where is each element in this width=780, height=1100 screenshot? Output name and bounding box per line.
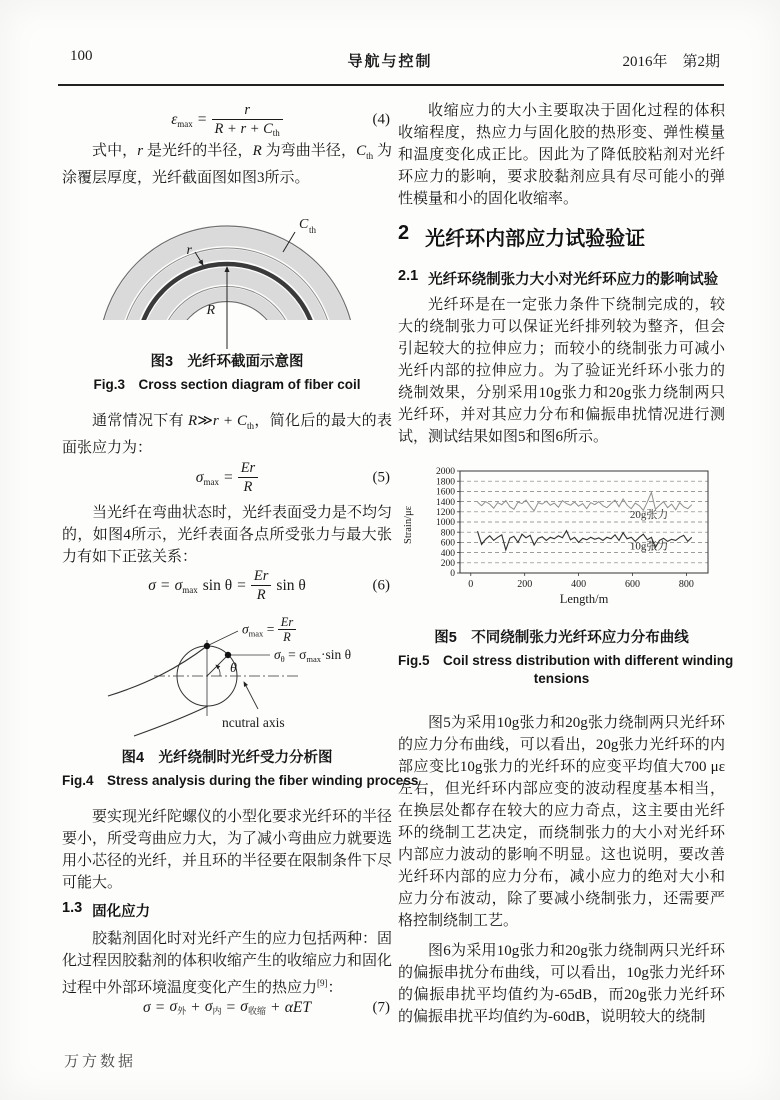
- chart-x-axis-label: Length/m: [559, 592, 609, 606]
- fig4-sigma-theta-formula: $\sigma_\theta = \sigma_{max}\cdot\sin$ θ: [274, 647, 352, 664]
- svg-text:20g张力: 20g张力: [629, 508, 669, 521]
- svg-text:1400: 1400: [436, 497, 455, 508]
- figure5-chart: [398, 463, 725, 623]
- page-number: 100: [70, 48, 93, 64]
- fig4-caption-en: Fig.4 Stress analysis during the fiber winding process: [62, 773, 419, 788]
- issue-label: 2016年 第2期: [622, 54, 720, 70]
- fig4-theta-label: θ: [230, 661, 237, 676]
- svg-text:10g张力: 10g张力: [629, 540, 669, 553]
- fig3-coating-thickness-label: C: [299, 217, 309, 232]
- svg-text:200: 200: [517, 579, 533, 590]
- svg-text:0: 0: [468, 579, 474, 590]
- equation-5: $\sigma_{max}$ = $\frac{Er}{R}$ (5): [195, 460, 390, 495]
- equation-6: σ = $\sigma_{max}$ sin θ = $\frac{Er}{R}$ sin θ (6): [148, 568, 390, 603]
- coil-stress-chart: [398, 463, 725, 623]
- section-heading-2: 2 光纤环内部应力试验验证: [398, 222, 646, 250]
- svg-text:1200: 1200: [436, 508, 455, 518]
- fig5-caption-en-line2: tensions: [533, 671, 590, 686]
- paragraph-eq4-explain: 式中，r 是光纤的半径，R 为弯曲半径，$C_{th}$ 为涂覆层厚度，光纤截面图如图3所示。: [62, 143, 392, 186]
- fiber-lower-curve: [134, 706, 208, 736]
- svg-text:1600: 1600: [436, 487, 455, 498]
- chart-y-axis-label: Strain/με: [403, 505, 414, 545]
- fig3-caption-zh: 图3 光纤环截面示意图: [150, 354, 304, 370]
- fig4-neutral-axis-label: ncutral axis: [222, 715, 285, 730]
- journal-title: 导航与控制: [347, 54, 433, 70]
- equation-4: $\varepsilon_{max}$ = $\frac{r}{R + r + C_{th}}$ (4): [171, 102, 390, 138]
- svg-text:400: 400: [440, 548, 455, 559]
- paragraph-simplified-stress: 通常情况下有 R≫r + $C_{th}$，简化后的最大的表面张应力为：: [62, 413, 392, 456]
- equation-7: σ = $\sigma_外$ + $\sigma_内$ = $\sigma_{收缩}$ + αET (7): [143, 998, 390, 1016]
- fig5-caption-zh: 图5 不同绕制张力光纤环应力分布曲线: [434, 630, 689, 646]
- fig3-caption-en: Fig.3 Cross section diagram of fiber coil: [93, 377, 361, 392]
- wanfang-data-watermark: 万方数据: [64, 1053, 137, 1070]
- fig3-bend-radius-label: R: [206, 303, 215, 318]
- svg-text:2000: 2000: [436, 467, 455, 478]
- figure4-stress-analysis-diagram: [62, 604, 392, 744]
- svg-text:0: 0: [450, 569, 455, 580]
- paragraph-fig6-analysis: 图6为采用10g张力和20g张力绕制两只光纤环的偏振串扰分布曲线，可以看出，10g张力光纤环的偏振串扰平均值约为-65dB，而20g张力光纤环的偏振串扰平均值约为-60dB，说明较大的绕制: [398, 943, 725, 1025]
- fig3-coating-thickness-sub: th: [309, 225, 317, 235]
- fig4-sigma-max-formula: $\sigma_{max}$ = $\frac{Er}{R}$: [242, 615, 296, 646]
- figure3-cross-section-diagram: [62, 202, 392, 352]
- fiber-upper-curve: [108, 646, 207, 696]
- section-heading-2-1: 2.1 光纤环绕制张力大小对光纤环应力的影响试验: [398, 268, 719, 288]
- svg-text:200: 200: [440, 559, 455, 569]
- paragraph-miniaturization: 要实现光纤陀螺仪的小型化要求光纤环的半径要小，所受弯曲应力大，为了减小弯曲应力就要选用小芯径的光纤，并且环的半径要在限制条件下尽可能大。: [62, 809, 393, 891]
- paragraph-shrinkage-stress: 收缩应力的大小主要取决于固化过程的体积收缩程度，热应力与固化胶的热形变、弹性模量和温度变化成正比。因此为了降低胶粘剂对光纤环应力的影响，要求胶黏剂应具有尽可能小的弹性模量和小的固化收缩率。: [398, 103, 725, 207]
- svg-text:800: 800: [678, 579, 694, 590]
- svg-text:1000: 1000: [436, 518, 455, 529]
- svg-text:400: 400: [571, 579, 587, 590]
- theta-stress-point: [225, 652, 231, 658]
- svg-text:800: 800: [440, 528, 455, 539]
- paragraph-curing-stress: 胶黏剂固化时对光纤产生的应力包括两种：固化过程因胶黏剂的体积收缩产生的收缩应力和固化过程中外部环境温度变化产生的热应力[9]：: [62, 931, 393, 996]
- max-stress-point: [204, 643, 210, 649]
- paragraph-bending-state: 当光纤在弯曲状态时，光纤表面受力是不均匀的，如图4所示，光纤表面各点所受张力与最大张力有如下正弦关系：: [62, 505, 393, 565]
- right-column: [398, 96, 734, 1086]
- svg-text:600: 600: [625, 579, 641, 590]
- header-rule: [58, 84, 724, 86]
- svg-text:600: 600: [440, 538, 455, 549]
- paragraph-fig5-analysis: 图5为采用10g张力和20g张力绕制两只光纤环的应力分布曲线，可以看出，20g张力光纤环的内部应变比10g张力的光纤环的应变平均值大700 με左右，但光纤环内部应变的波动程度基本相当，在换层处都存在较大的应力奇点，这主要由光纤环的绕制工艺决定，而绕制张力的大小对光纤环内部应力波动的影响不明显。这也说明，要改善光纤环内部的应力分布，减小应力的绝对大小和应力分布波动，除了要减小绕制张力，还需要严格控制绕制工艺。: [398, 715, 725, 929]
- paragraph-winding-tension: 光纤环是在一定张力条件下绕制完成的，较大的绕制张力可以保证光纤排列较为整齐，但会引起较大的拉伸应力；而较小的绕制张力可减小光纤内部的拉伸应力。为了验证光纤环小张力的绕制效果，分别采用10g张力和20g张力绕制两只光纤环，并对其应力分布和偏振串扰情况进行测试，测试结果如图5和图6所示。: [398, 297, 725, 445]
- fig4-caption-zh: 图4 光纤绕制时光纤受力分析图: [121, 750, 333, 766]
- section-heading-1-3: 1.3 固化应力: [62, 900, 151, 920]
- fig3-fiber-radius-label: r: [186, 243, 192, 258]
- svg-text:1800: 1800: [436, 477, 455, 488]
- fig5-caption-en-line1: Fig.5 Coil stress distribution with different winding: [398, 653, 734, 668]
